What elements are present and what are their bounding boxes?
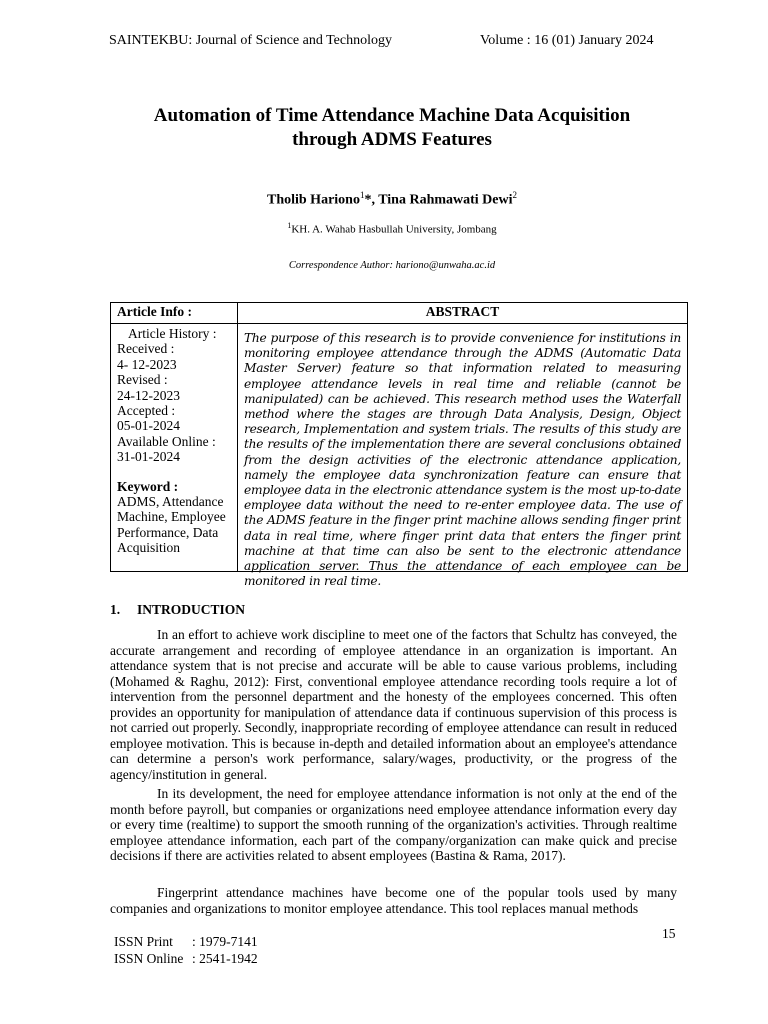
correspondence-author: Correspondence Author: hariono@unwaha.ac.id bbox=[288, 260, 496, 271]
revised-label: Revised : bbox=[117, 372, 168, 388]
affiliation-text: KH. A. Wahab Hasbullah University, Jombang bbox=[291, 223, 497, 236]
received-label: Received : bbox=[117, 341, 175, 357]
table-row-divider bbox=[111, 323, 687, 324]
section-title: INTRODUCTION bbox=[137, 602, 246, 617]
paper-title bbox=[100, 104, 684, 152]
online-date: 31-01-2024 bbox=[117, 449, 180, 465]
author-1: Tholib Hariono bbox=[266, 192, 360, 208]
paragraph-text: In an effort to achieve work discipline to meet one of the factors that Schultz has conveyed, the accurate arrangement and recording of employee attendance in an organization is important. An attendance system that is not precise and accurate will be able to cause various problems, including (Mohamed & Raghu, 2012): First, conventional employee attendance recording tools require a lot of intervention from the personnel department and the honesty of the employees concerned. This often provides an opportunity for manipulation of attendance data if continuous supervision of this process is not carried out properly. Secondly, inappropriate recording of employee attendance can result in reduced employee motivation. This is because in-depth and detailed information about an employee's attendance can determine a person's work performance, salary/wages, productivity, or the progress of the agency/institution in general. bbox=[110, 627, 677, 782]
paragraph-text: In its development, the need for employee attendance information is not only at the end of the month before payroll, but companies or organizations need employee attendance information every day or every time (realtime) to support the smooth running of the organization's activities. Through realtime employee attendance information, each part of the company/organization can make quick and precise decisions if there are activities related to absent employees (Bastina & Rama, 2017). bbox=[110, 786, 677, 863]
corresponding-mark: *, bbox=[364, 192, 379, 208]
paragraph bbox=[110, 627, 677, 782]
paragraph bbox=[110, 885, 677, 917]
issn-print bbox=[114, 934, 258, 950]
journal-name: SAINTEKBU: Journal of Science and Technology bbox=[109, 33, 392, 48]
title-line-1: Automation of Time Attendance Machine Data Acquisition bbox=[153, 105, 631, 126]
section-heading bbox=[110, 602, 245, 618]
article-info-heading: Article Info : bbox=[117, 304, 192, 319]
paragraph bbox=[110, 786, 677, 864]
page-number: 15 bbox=[662, 926, 676, 941]
author-1-affiliation-mark: 1 bbox=[359, 190, 365, 200]
author-list bbox=[100, 190, 684, 209]
keyword-label: Keyword : bbox=[117, 478, 179, 494]
affiliation-mark: 1 bbox=[287, 221, 292, 230]
table-column-divider bbox=[237, 303, 238, 571]
section-number: 1. bbox=[110, 602, 121, 617]
accepted-date: 05-01-2024 bbox=[117, 418, 180, 434]
keyword-list: ADMS, Attendance Machine, Employee Performance, Data Acquisition bbox=[117, 494, 226, 556]
issn-print-value: : 1979-7141 bbox=[192, 934, 258, 949]
author-2: Tina Rahmawati Dewi bbox=[378, 192, 513, 208]
revised-date: 24-12-2023 bbox=[117, 387, 180, 403]
author-2-affiliation-mark: 2 bbox=[512, 190, 518, 200]
received-date: 4- 12-2023 bbox=[117, 356, 177, 372]
affiliation bbox=[100, 221, 684, 236]
issn-online-value: : 2541-1942 bbox=[192, 951, 258, 966]
abstract-text: The purpose of this research is to provide convenience for institutions in monitoring employee attendance through the ADMS (Automatic Data Master Server) feature so that information related to measuring employee attendance levels in real time and reliable (cannot be manipulated) can be achieved. This research method uses the Waterfall method where the stages are through Data Analysis, Design, Object research, Implementation and system trials. The results of this study are the results of the implementation there are several conclusions obtained from the design activities of the electronic attendance application, namely the employee data synchronization feature can ensure that employee data in the electronic attendance system is the most up-to-date employee data without the need to re-enter employee data. The use of the ADMS feature in the finger print machine allows sending finger print data in real time, where finger print data that enters the finger print machine at that time can also be sent to the electronic attendance application server. Thus the attendance of each employee can be monitored in real time. bbox=[244, 331, 681, 589]
history-title: Article History : bbox=[128, 326, 217, 341]
issn-online-label: ISSN Online bbox=[114, 951, 184, 966]
volume-info: Volume : 16 (01) January 2024 bbox=[480, 33, 654, 48]
article-info-table bbox=[110, 302, 688, 589]
online-label: Available Online : bbox=[117, 433, 216, 449]
issn-online bbox=[114, 951, 258, 967]
paragraph-text: Fingerprint attendance machines have become one of the popular tools used by many companies and organizations to monitor employee attendance. This tool replaces manual methods bbox=[110, 885, 677, 916]
issn-print-label: ISSN Print bbox=[114, 934, 173, 949]
title-line-2: through ADMS Features bbox=[292, 129, 492, 150]
accepted-label: Accepted : bbox=[117, 403, 176, 419]
abstract-heading: ABSTRACT bbox=[425, 304, 500, 319]
article-history bbox=[117, 326, 235, 556]
